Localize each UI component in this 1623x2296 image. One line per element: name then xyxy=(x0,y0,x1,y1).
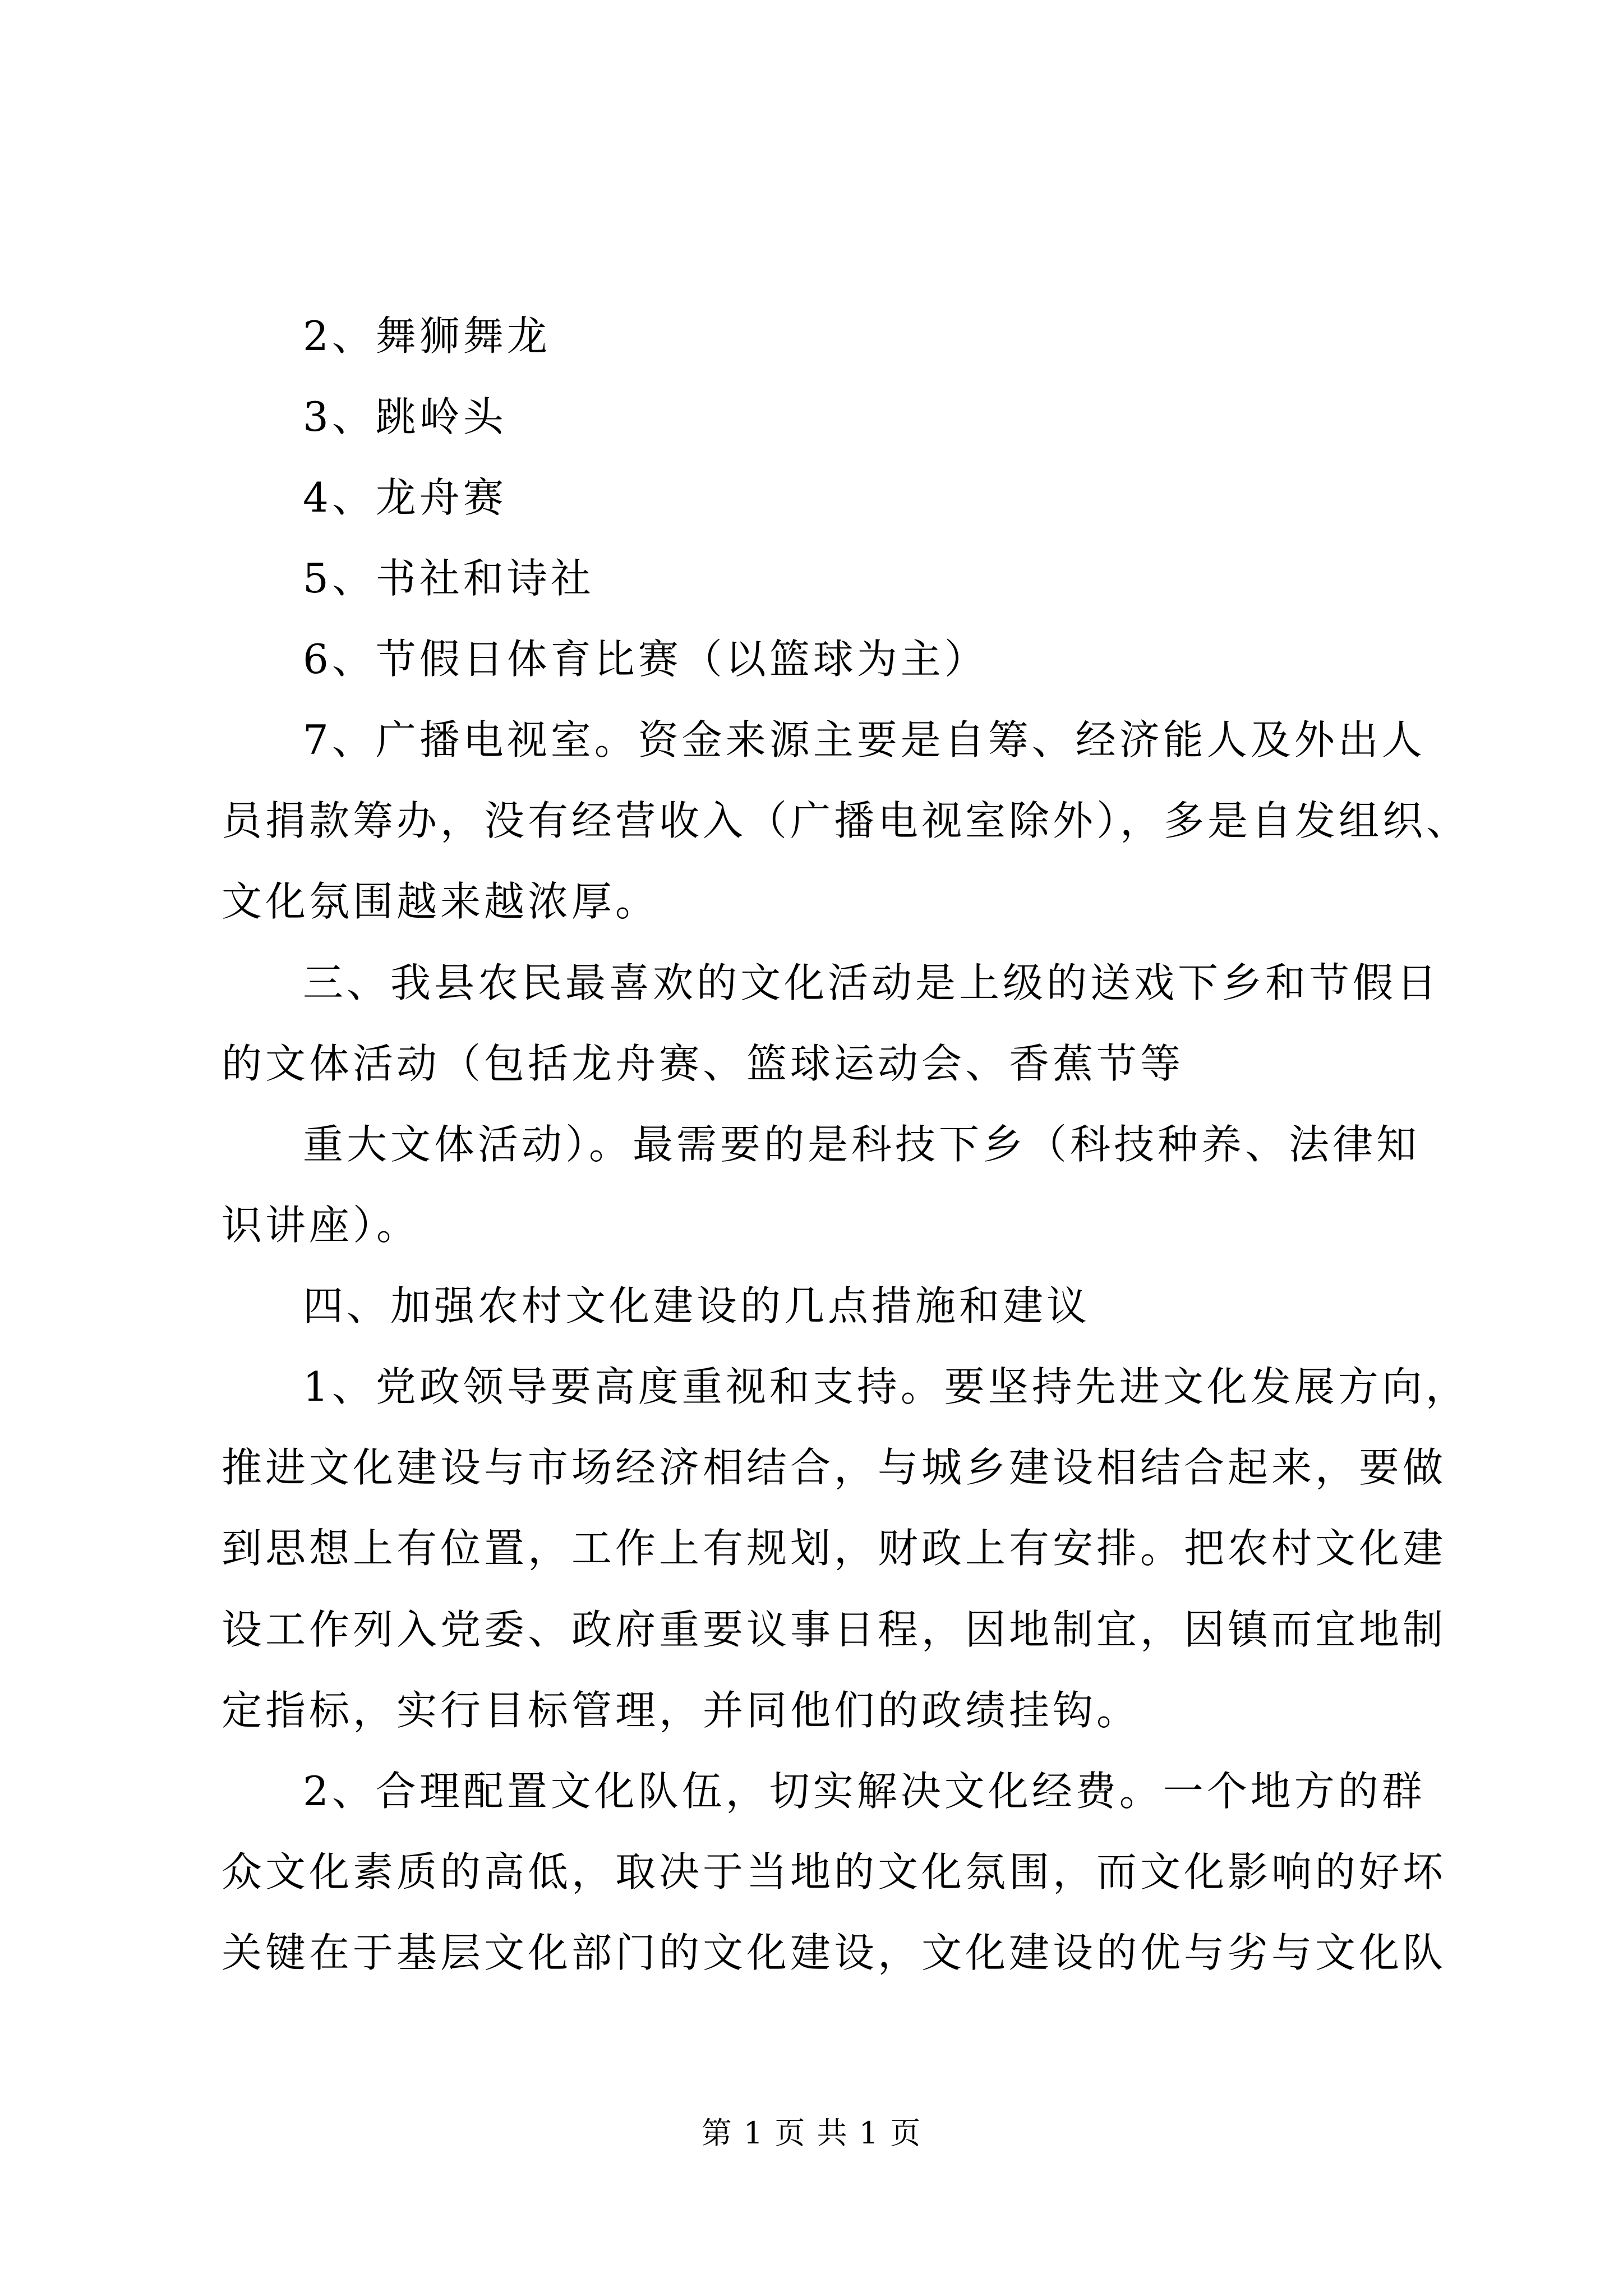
list-item: 5、书社和诗社 xyxy=(303,555,594,602)
paragraph-line: 1、党政领导要高度重视和支持。要坚持先进文化发展方向， xyxy=(303,1363,1469,1410)
list-item: 6、节假日体育比赛（以篮球为主） xyxy=(303,636,988,683)
list-item: 2、舞狮舞龙 xyxy=(303,312,551,360)
paragraph-line: 到思想上有位置，工作上有规划，财政上有安排。把农村文化建 xyxy=(222,1525,1447,1572)
paragraph-line: 重大文体活动）。最需要的是科技下乡（科技种养、法律知 xyxy=(303,1121,1421,1168)
paragraph-line: 的文体活动（包括龙舟赛、篮球运动会、香蕉节等 xyxy=(222,1040,1184,1087)
paragraph-line: 推进文化建设与市场经济相结合，与城乡建设相结合起来，要做 xyxy=(222,1444,1447,1491)
page-footer: 第 1 页 共 1 页 xyxy=(701,2115,922,2151)
section-heading-4: 四、加强农村文化建设的几点措施和建议 xyxy=(303,1282,1091,1329)
section-heading-3: 三、我县农民最喜欢的文化活动是上级的送戏下乡和节假日 xyxy=(303,959,1441,1006)
paragraph-line: 文化氛围越来越浓厚。 xyxy=(222,878,660,925)
list-item: 4、龙舟赛 xyxy=(303,474,507,521)
paragraph-line: 定指标，实行目标管理，并同他们的政绩挂钩。 xyxy=(222,1687,1141,1734)
paragraph-line: 设工作列入党委、政府重要议事日程，因地制宜，因镇而宜地制 xyxy=(222,1606,1447,1653)
list-item: 3、跳岭头 xyxy=(303,393,507,440)
paragraph-line: 关键在于基层文化部门的文化建设，文化建设的优与劣与文化队 xyxy=(222,1929,1447,1976)
paragraph-line: 2、合理配置文化队伍，切实解决文化经费。一个地方的群 xyxy=(303,1768,1426,1815)
paragraph-line: 众文化素质的高低，取决于当地的文化氛围，而文化影响的好坏 xyxy=(222,1848,1447,1895)
paragraph-line: 7、广播电视室。资金来源主要是自筹、经济能人及外出人 xyxy=(303,716,1426,763)
paragraph-line: 员捐款筹办，没有经营收入（广播电视室除外），多是自发组织、 xyxy=(222,797,1470,844)
paragraph-line: 识讲座）。 xyxy=(222,1202,421,1249)
